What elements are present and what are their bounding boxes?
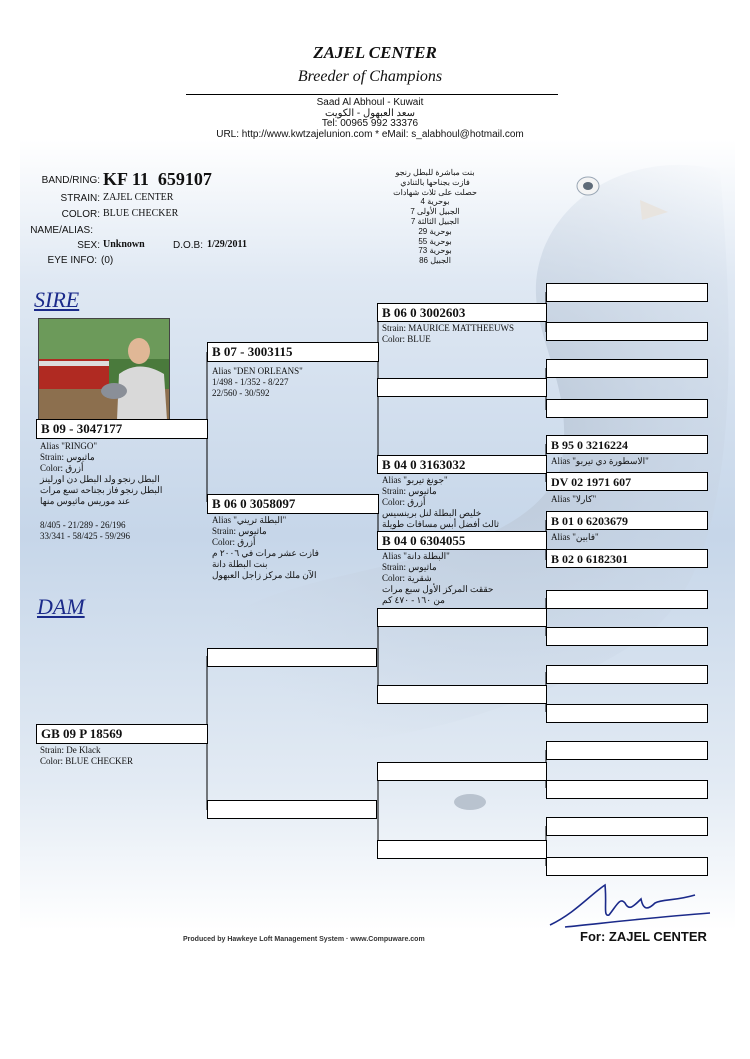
- signature: [545, 875, 715, 935]
- sdd-details: [382, 551, 494, 606]
- sire-result-line: 33/341 - 58/425 - 59/296: [40, 531, 130, 541]
- gen4-band-box: [546, 435, 708, 454]
- sss-details: [382, 323, 514, 345]
- arabic-notes: [380, 168, 490, 266]
- sdd-color: Color: شقرية: [382, 573, 432, 583]
- sire-note: البطل رنجو ولد البطل دن اورلينز: [40, 474, 160, 484]
- empty-box: [377, 762, 547, 781]
- owner-name-arabic: سعد العبهول - الكويت: [325, 108, 415, 119]
- eye-info-value: (0): [101, 255, 114, 266]
- empty-box: [546, 322, 708, 341]
- sire-note: عند موريس ماثيوس منها: [40, 496, 131, 506]
- dam-band-box: [36, 724, 208, 744]
- empty-box: [546, 399, 708, 418]
- empty-box: [207, 648, 377, 667]
- sire-sire-result: 1/498 - 1/352 - 8/227: [212, 377, 289, 387]
- gen4-band: DV 02 1971 607: [551, 475, 632, 489]
- note-line: بوحرية 73: [418, 246, 452, 256]
- sss-band-box: [377, 303, 547, 322]
- note-line: فازت بجناحها بالتنادي: [400, 177, 470, 187]
- produced-by-line: Produced by Hawkeye Loft Management System · www.Compuware.com: [183, 936, 425, 943]
- empty-box: [546, 283, 708, 302]
- dob-label: D.O.B:: [173, 240, 204, 251]
- color-label: COLOR:: [61, 209, 100, 220]
- dam-section-label: DAM: [37, 594, 85, 619]
- sss-band: B 06 0 3002603: [382, 305, 466, 320]
- sire-dam-strain: Strain: ماثيوس: [212, 526, 267, 536]
- sds-strain: Strain: ماثيوس: [382, 486, 437, 496]
- note-line: بوحرية 29: [418, 226, 452, 236]
- empty-box: [546, 780, 708, 799]
- owner-name: Saad Al Abhoul - Kuwait: [316, 97, 424, 108]
- sire-dam-note: الآن ملك مركز زاجل العبهول: [212, 570, 317, 580]
- sdd-band-box: [377, 531, 547, 550]
- sire-sire-band: B 07 - 3003115: [212, 344, 293, 359]
- strain-value: ZAJEL CENTER: [103, 192, 174, 203]
- color-value: BLUE CHECKER: [103, 208, 179, 219]
- sire-band: B 09 - 3047177: [41, 421, 123, 436]
- empty-box: [546, 704, 708, 723]
- sex-label: SEX:: [77, 240, 100, 251]
- name-alias-label: NAME/ALIAS:: [30, 225, 93, 236]
- dob-value: 1/29/2011: [207, 239, 248, 250]
- empty-box: [377, 685, 547, 704]
- sire-results: [40, 520, 130, 542]
- sire-color: Color: أزرق: [40, 463, 84, 473]
- sss-color: Color: BLUE: [382, 334, 431, 344]
- empty-box: [546, 857, 708, 876]
- gen4-alias: Alias "الاسطورة دي تيربو": [551, 456, 649, 466]
- sdd-strain: Strain: ماثيوس: [382, 562, 437, 572]
- sire-band-box: [36, 419, 208, 439]
- empty-box: [546, 665, 708, 684]
- strain-label: STRAIN:: [60, 193, 100, 204]
- sds-note: خليص البطلة لنل برينسيس: [382, 508, 482, 518]
- sdd-note: حققت المركز الأول سبع مرات: [382, 584, 494, 594]
- note-line: حصلت على ثلاث شهادات: [393, 187, 477, 197]
- telephone: Tel: 00965 992 33376: [321, 118, 419, 129]
- empty-box: [377, 608, 547, 627]
- eye-info-label: EYE INFO:: [47, 255, 97, 266]
- gen4-alias: Alias "فابين": [551, 532, 599, 542]
- empty-box: [546, 359, 708, 378]
- sex-value: Unknown: [103, 239, 145, 250]
- empty-box: [546, 590, 708, 609]
- gen4-band: B 02 0 6182301: [551, 552, 629, 566]
- sire-sire-result: 22/560 - 30/592: [212, 388, 270, 398]
- sire-dam-note: بنت البطلة دانة: [212, 559, 268, 569]
- empty-box: [377, 840, 547, 859]
- sds-band: B 04 0 3163032: [382, 457, 466, 472]
- sds-color: Color: أزرق: [382, 497, 426, 507]
- dam-color: Color: BLUE CHECKER: [40, 756, 134, 766]
- sdd-alias: Alias "البطلة دانة": [382, 551, 450, 561]
- sds-band-box: [377, 455, 547, 474]
- sire-alias: Alias "RINGO": [40, 441, 98, 451]
- gen4-alias: Alias "كارلا": [551, 494, 597, 504]
- sire-strain: Strain: ماثيوس: [40, 452, 95, 462]
- sire-dam-details: [212, 515, 319, 581]
- dam-band: GB 09 P 18569: [41, 726, 123, 741]
- sire-dam-alias: Alias "البطلة تريني": [212, 515, 287, 525]
- sdd-note: من ١٦٠ - ٤٧٠ كم: [382, 595, 445, 605]
- gen4-band-box: [546, 511, 708, 530]
- for-zajel-center: For: ZAJEL CENTER: [580, 929, 707, 944]
- sire-photo: [38, 318, 170, 421]
- empty-box: [546, 627, 708, 646]
- empty-box: [377, 378, 547, 397]
- dam-details: [40, 745, 133, 767]
- empty-box: [207, 800, 377, 819]
- sdd-band: B 04 0 6304055: [382, 533, 466, 548]
- header-rule: [186, 94, 558, 95]
- note-line: الجبيل 86: [419, 256, 451, 266]
- note-line: الجبيل الثالثة 7: [410, 216, 460, 226]
- sire-dam-color: Color: أزرق: [212, 537, 256, 547]
- gen4-band-box: [546, 549, 708, 568]
- note-line: بوحرية 55: [418, 236, 452, 246]
- band-label: BAND/RING:: [41, 175, 100, 186]
- sire-section-label: SIRE: [34, 287, 80, 312]
- sds-note: ثالث أفضل أبس مسافات طويلة: [382, 519, 499, 529]
- url-email-line: URL: http://www.kwtzajelunion.com * eMail: s_alabhoul@hotmail.com: [216, 129, 524, 140]
- sire-sire-band-box: [207, 342, 379, 362]
- gen4-band-box: [546, 472, 708, 491]
- sire-details: [40, 441, 162, 507]
- sire-dam-band-box: [207, 494, 379, 514]
- sire-result-line: 8/405 - 21/289 - 26/196: [40, 520, 126, 530]
- dam-strain: Strain: De Klack: [40, 745, 101, 755]
- header-title: ZAJEL CENTER: [313, 43, 437, 62]
- gen4-band: B 01 0 6203679: [551, 514, 629, 528]
- sire-sire-alias: Alias "DEN ORLEANS": [212, 366, 303, 376]
- band-value: KF 11 659107: [103, 169, 212, 189]
- sire-dam-note: فازت عشر مرات في ٢٠٠٦ م: [212, 548, 319, 558]
- empty-box: [546, 741, 708, 760]
- sds-alias: Alias "جونغ تيربو": [382, 475, 448, 485]
- sire-note: البطل رنجو فاز بجناحه تسع مرات: [40, 485, 163, 495]
- gen4-band: B 95 0 3216224: [551, 438, 629, 452]
- sire-dam-band: B 06 0 3058097: [212, 496, 296, 511]
- sss-strain: Strain: MAURICE MATTHEEUWS: [382, 323, 514, 333]
- note-line: بوحرية 4: [420, 197, 450, 207]
- header-subtitle: Breeder of Champions: [297, 68, 443, 85]
- note-line: الجبيل الأولى 7: [410, 207, 460, 217]
- note-line: بنت مباشرة للبطل رنجو: [395, 168, 475, 177]
- sds-details: [382, 475, 499, 530]
- empty-box: [546, 817, 708, 836]
- sire-sire-details: [212, 366, 303, 399]
